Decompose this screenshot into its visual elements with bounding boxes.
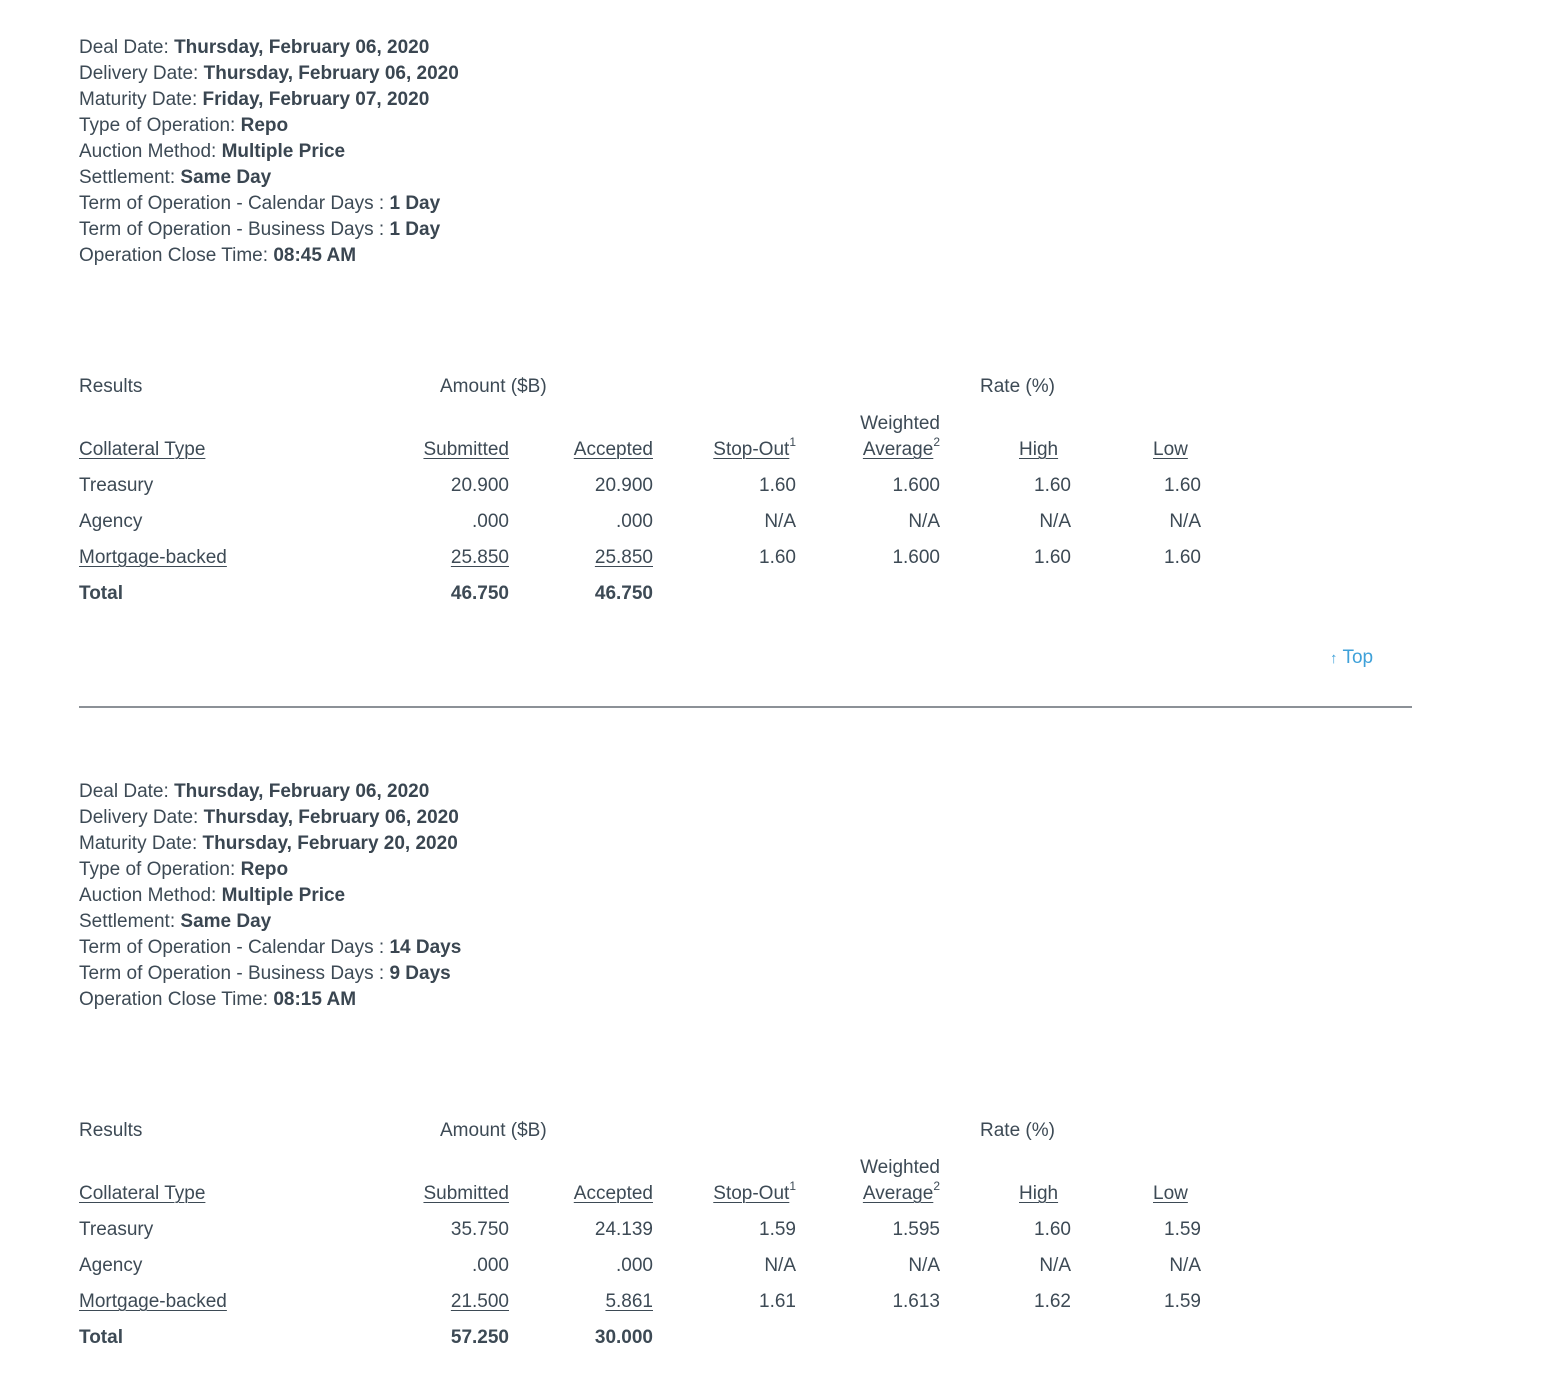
cell-accepted: 20.900 [594, 475, 653, 496]
back-to-top-link[interactable] [1330, 647, 1373, 669]
row-type-agency: Agency [79, 1255, 143, 1276]
cell-weighted: N/A [908, 1255, 940, 1276]
total-submitted: 57.250 [450, 1327, 509, 1348]
section-divider [79, 706, 1412, 708]
detail-maturity-date: Maturity Date: Friday, February 07, 2020 [79, 89, 430, 110]
total-label: Total [79, 1327, 123, 1348]
detail-operation-type: Type of Operation: Repo [79, 115, 289, 136]
arrow-up-icon: ↑ [1330, 650, 1338, 667]
cell-high: 1.60 [1034, 475, 1071, 496]
cell-submitted: 25.850 [450, 547, 509, 568]
rate-header: Rate (%) [980, 376, 1055, 397]
col-low[interactable]: Low [1153, 439, 1188, 460]
detail-close-time: Operation Close Time: 08:15 AM [79, 989, 357, 1010]
detail-deal-date: Deal Date: Thursday, February 06, 2020 [79, 781, 430, 802]
detail-auction-method: Auction Method: Multiple Price [79, 885, 346, 906]
cell-weighted: N/A [908, 511, 940, 532]
operation-details-1 [79, 35, 1419, 269]
cell-high: N/A [1039, 511, 1071, 532]
detail-calendar-days: Term of Operation - Calendar Days : 1 Day [79, 193, 441, 214]
cell-weighted: 1.595 [892, 1219, 940, 1240]
operation-details-2 [79, 779, 1419, 1013]
cell-submitted: .000 [472, 511, 509, 532]
cell-stop-out: N/A [764, 1255, 796, 1276]
cell-low: 1.60 [1164, 475, 1201, 496]
cell-weighted: 1.613 [892, 1291, 940, 1312]
detail-business-days: Term of Operation - Business Days : 1 Day [79, 219, 441, 240]
cell-high: 1.60 [1034, 1219, 1071, 1240]
cell-high: 1.62 [1034, 1291, 1071, 1312]
col-weighted-line1: Weighted [860, 1157, 940, 1178]
col-submitted[interactable]: Submitted [423, 1183, 509, 1204]
cell-stop-out: 1.60 [759, 547, 796, 568]
detail-close-time: Operation Close Time: 08:45 AM [79, 245, 357, 266]
cell-stop-out: 1.60 [759, 475, 796, 496]
cell-low: 1.60 [1164, 547, 1201, 568]
detail-delivery-date: Delivery Date: Thursday, February 06, 2020 [79, 807, 459, 828]
row-type-treasury: Treasury [79, 1219, 154, 1240]
rate-header: Rate (%) [980, 1120, 1055, 1141]
cell-accepted: .000 [616, 511, 653, 532]
col-high[interactable]: High [1019, 439, 1059, 460]
cell-weighted: 1.600 [892, 547, 940, 568]
cell-accepted: .000 [616, 1255, 653, 1276]
col-weighted-average[interactable]: Average$^2$ [862, 1178, 940, 1204]
amount-header: Amount ($B) [440, 1120, 547, 1141]
col-low[interactable]: Low [1153, 1183, 1188, 1204]
col-accepted[interactable]: Accepted [573, 439, 653, 460]
cell-submitted: 20.900 [450, 475, 509, 496]
col-weighted-line1: Weighted [860, 413, 940, 434]
detail-auction-method: Auction Method: Multiple Price [79, 141, 346, 162]
cell-low: 1.59 [1164, 1219, 1201, 1240]
detail-calendar-days: Term of Operation - Calendar Days : 14 Days [79, 937, 462, 958]
col-collateral-type[interactable]: Collateral Type [79, 439, 206, 460]
cell-high: N/A [1039, 1255, 1071, 1276]
total-submitted: 46.750 [450, 583, 509, 604]
cell-accepted: 25.850 [594, 547, 653, 568]
col-stop-out[interactable]: Stop-Out$^1$ [713, 434, 796, 460]
cell-low: N/A [1169, 511, 1201, 532]
cell-stop-out: 1.59 [759, 1219, 796, 1240]
col-collateral-type[interactable]: Collateral Type [79, 1183, 206, 1204]
detail-settlement: Settlement: Same Day [79, 911, 272, 932]
total-label: Total [79, 583, 123, 604]
cell-stop-out: N/A [764, 511, 796, 532]
results-table-1 [79, 376, 1279, 616]
cell-submitted: .000 [472, 1255, 509, 1276]
row-type-treasury: Treasury [79, 475, 154, 496]
detail-delivery-date: Delivery Date: Thursday, February 06, 2020 [79, 63, 459, 84]
row-type-mortgage-backed[interactable]: Mortgage-backed [79, 547, 227, 568]
col-stop-out[interactable]: Stop-Out$^1$ [713, 1178, 796, 1204]
col-submitted[interactable]: Submitted [423, 439, 509, 460]
cell-submitted: 35.750 [450, 1219, 509, 1240]
cell-weighted: 1.600 [892, 475, 940, 496]
cell-high: 1.60 [1034, 547, 1071, 568]
detail-settlement: Settlement: Same Day [79, 167, 272, 188]
results-title: Results [79, 376, 143, 397]
total-accepted: 30.000 [594, 1327, 653, 1348]
cell-low: 1.59 [1164, 1291, 1201, 1312]
row-type-mortgage-backed[interactable]: Mortgage-backed [79, 1291, 227, 1312]
cell-stop-out: 1.61 [759, 1291, 796, 1312]
results-title: Results [79, 1120, 143, 1141]
results-table-2 [79, 1120, 1279, 1360]
detail-operation-type: Type of Operation: Repo [79, 859, 289, 880]
cell-accepted: 24.139 [594, 1219, 653, 1240]
detail-business-days: Term of Operation - Business Days : 9 Days [79, 963, 451, 984]
detail-maturity-date: Maturity Date: Thursday, February 20, 2020 [79, 833, 458, 854]
total-accepted: 46.750 [594, 583, 653, 604]
row-type-agency: Agency [79, 511, 143, 532]
amount-header: Amount ($B) [440, 376, 547, 397]
cell-submitted: 21.500 [450, 1291, 509, 1312]
cell-low: N/A [1169, 1255, 1201, 1276]
top-link-label: Top [1342, 647, 1374, 668]
cell-accepted: 5.861 [605, 1291, 653, 1312]
detail-deal-date: Deal Date: Thursday, February 06, 2020 [79, 37, 430, 58]
col-accepted[interactable]: Accepted [573, 1183, 653, 1204]
col-high[interactable]: High [1019, 1183, 1059, 1204]
col-weighted-average[interactable]: Average$^2$ [862, 434, 940, 460]
